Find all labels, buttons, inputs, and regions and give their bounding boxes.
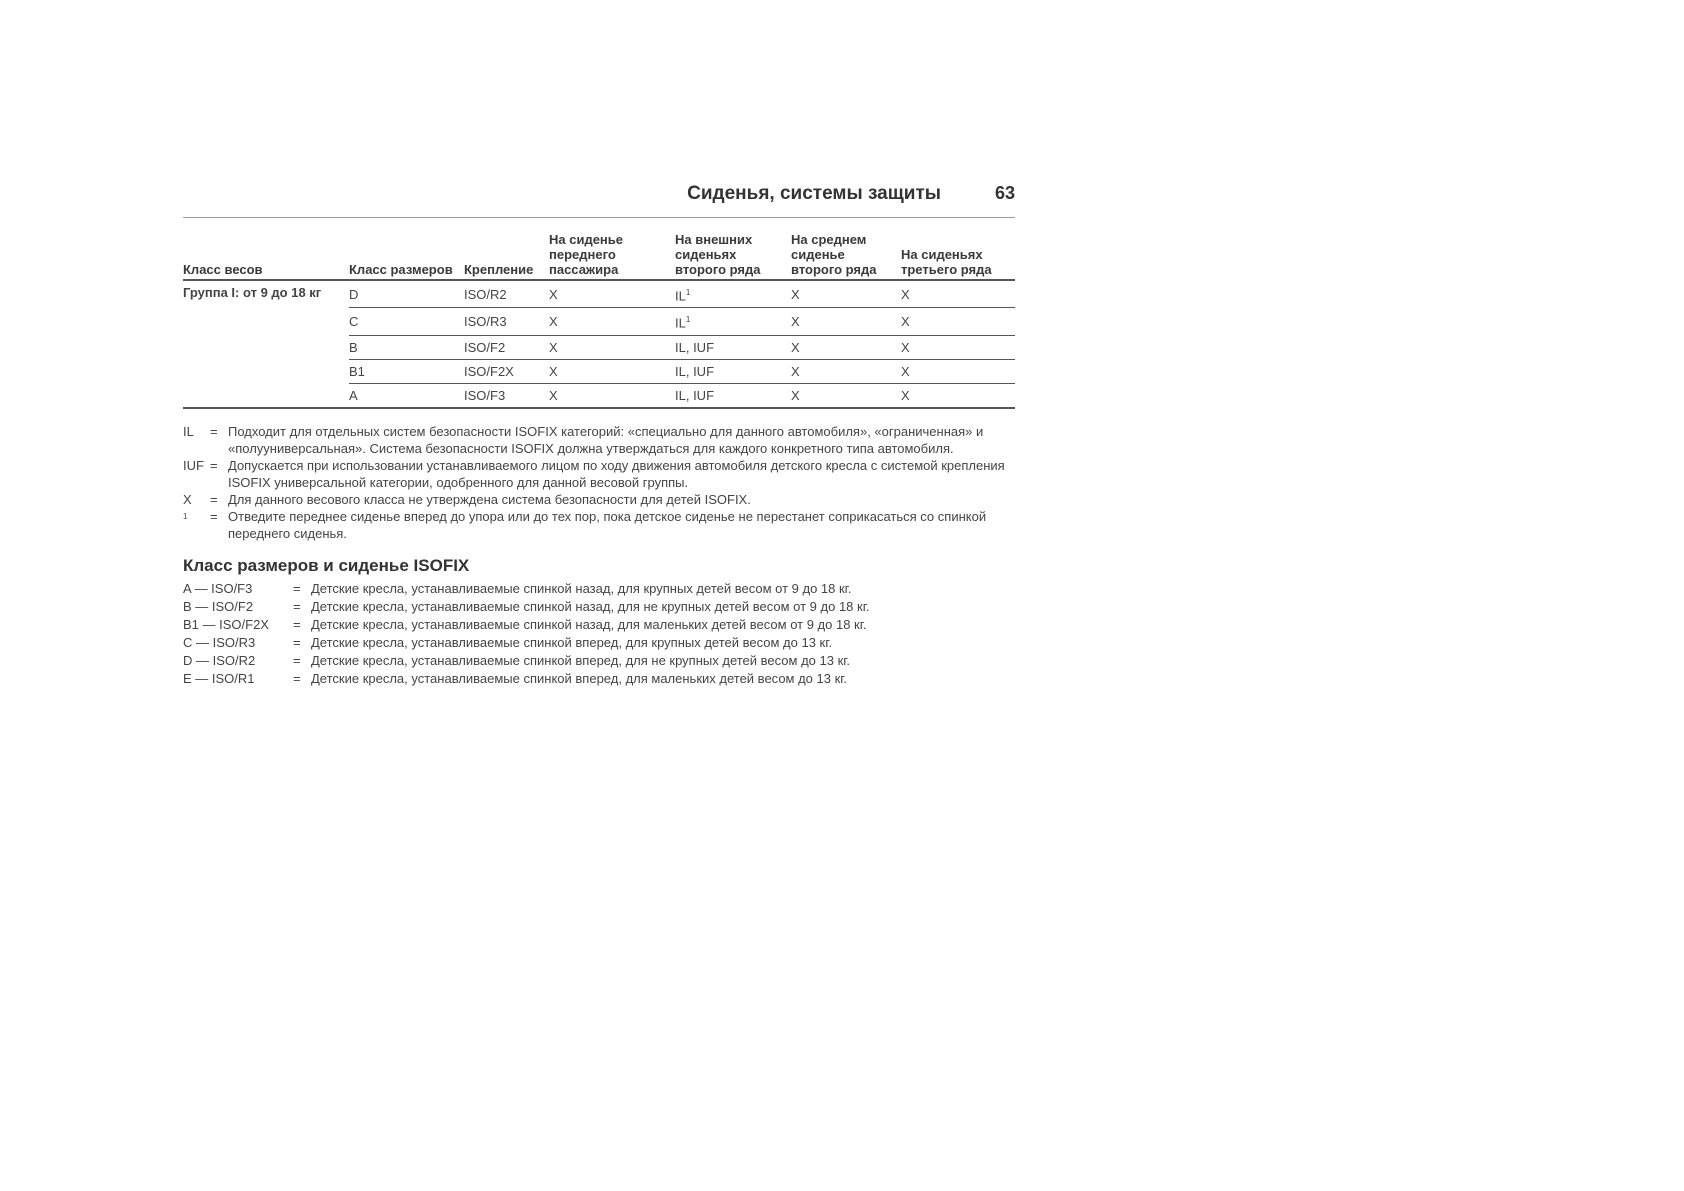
size-equals: = [293, 580, 301, 596]
front-passenger-cell: X [549, 383, 675, 408]
section-heading: Класс размеров и сиденье ISOFIX [183, 555, 470, 575]
page-content [183, 183, 1015, 688]
mount-cell: ISO/F3 [464, 383, 549, 408]
table-row [183, 383, 1015, 408]
size-class-cell: B1 [349, 359, 464, 383]
size-class-list [183, 580, 1015, 688]
mount-cell: ISO/R3 [464, 308, 549, 335]
running-header [183, 183, 1015, 218]
size-class-cell: D [349, 280, 464, 308]
column-header-mount: Крепление [464, 232, 549, 280]
table-row [183, 280, 1015, 308]
outer-second-row-value: IL [675, 288, 686, 304]
outer-second-row-value: IL, IUF [675, 339, 715, 355]
size-description: Детские кресла, устанавливаемые спинкой вперед, для крупных детей весом до 13 кг. [311, 634, 832, 650]
front-passenger-cell: X [549, 308, 675, 335]
size-code: A — ISO/F3 [183, 580, 253, 596]
middle-second-row-cell: X [791, 335, 901, 359]
list-item [183, 598, 1015, 616]
legend-item [183, 508, 1015, 542]
size-code: B1 — ISO/F2X [183, 616, 269, 632]
third-row-cell: X [901, 335, 1015, 359]
weight-group-cell: Группа I: от 9 до 18 кг [183, 285, 322, 300]
size-description: Детские кресла, устанавливаемые спинкой назад, для не крупных детей весом от 9 до 18 кг. [311, 598, 870, 614]
mount-cell: ISO/F2X [464, 359, 549, 383]
isofix-table [183, 232, 1015, 409]
list-item [183, 652, 1015, 670]
legend-definition: Отведите переднее сиденье вперед до упора или до тех пор, пока детское сиденье не перестанет соприкасаться со спинкой переднего сиденья. [228, 508, 987, 541]
size-description: Детские кресла, устанавливаемые спинкой вперед, для маленьких детей весом до 13 кг. [311, 670, 848, 686]
outer-second-row-value: IL, IUF [675, 387, 715, 403]
legend-equals: = [210, 508, 218, 524]
outer-second-row-cell [675, 308, 791, 335]
outer-second-row-value: IL [675, 315, 686, 331]
third-row-cell: X [901, 308, 1015, 335]
footnote-mark: 1 [685, 288, 691, 297]
legend-abbr: IL [183, 423, 194, 439]
list-item [183, 634, 1015, 652]
legend-definition: Подходит для отдельных систем безопасности ISOFIX категорий: «специально для данного автомобиля», «ограниченная» и «полууниверсальная». Система безопасности ISOFIX должна утверждаться для каждого конкретного типа автомобиля. [228, 423, 984, 456]
legend-definition: Допускается при использовании устанавливаемого лицом по ходу движения автомобиля детского кресла с системой крепления ISOFIX универсальной категории, одобренного для данной весовой группы. [228, 457, 1005, 490]
size-class-cell: C [349, 308, 464, 335]
size-description: Детские кресла, устанавливаемые спинкой вперед, для не крупных детей весом до 13 кг. [311, 652, 851, 668]
legend-item [183, 457, 1015, 491]
legend-abbr: IUF [183, 457, 204, 473]
column-header-outer-second-row: На внешних сиденьях второго ряда [675, 232, 791, 280]
table-header-row [183, 232, 1015, 280]
front-passenger-cell: X [549, 335, 675, 359]
page-number: 63 [994, 183, 1015, 203]
middle-second-row-cell: X [791, 308, 901, 335]
legend-equals: = [210, 423, 218, 439]
mount-cell: ISO/R2 [464, 280, 549, 308]
size-equals: = [293, 598, 301, 614]
outer-second-row-value: IL, IUF [675, 363, 715, 379]
column-header-middle-second-row: На среднем сиденье второго ряда [791, 232, 901, 280]
size-class-cell: B [349, 335, 464, 359]
size-code: C — ISO/R3 [183, 634, 256, 650]
third-row-cell: X [901, 383, 1015, 408]
size-equals: = [293, 652, 301, 668]
size-code: B — ISO/F2 [183, 598, 254, 614]
mount-cell: ISO/F2 [464, 335, 549, 359]
legend-footnote-mark: 1 [183, 511, 188, 521]
legend-equals: = [210, 457, 218, 473]
legend-item [183, 491, 1015, 508]
front-passenger-cell: X [549, 280, 675, 308]
weight-group-spacer [183, 383, 349, 408]
column-header-size-class: Класс размеров [349, 232, 464, 280]
third-row-cell: X [901, 280, 1015, 308]
front-passenger-cell: X [549, 359, 675, 383]
size-equals: = [293, 670, 301, 686]
size-class-cell: A [349, 383, 464, 408]
size-equals: = [293, 616, 301, 632]
size-description: Детские кресла, устанавливаемые спинкой назад, для маленьких детей весом от 9 до 18 кг. [311, 616, 867, 632]
size-description: Детские кресла, устанавливаемые спинкой назад, для крупных детей весом от 9 до 18 кг. [311, 580, 852, 596]
section-title: Сиденья, системы защиты [687, 183, 941, 204]
list-item [183, 580, 1015, 598]
size-code: D — ISO/R2 [183, 652, 256, 668]
column-header-weight-class: Класс весов [183, 232, 349, 280]
middle-second-row-cell: X [791, 280, 901, 308]
list-item [183, 616, 1015, 634]
outer-second-row-cell [675, 383, 791, 408]
legend-item [183, 423, 1015, 457]
outer-second-row-cell [675, 335, 791, 359]
third-row-cell: X [901, 359, 1015, 383]
middle-second-row-cell: X [791, 359, 901, 383]
legend-abbr: X [183, 491, 192, 507]
list-item [183, 670, 1015, 688]
footnote-mark: 1 [685, 315, 691, 325]
legend-equals: = [210, 491, 218, 507]
outer-second-row-cell [675, 359, 791, 383]
size-equals: = [293, 634, 301, 650]
legend-definition: Для данного весового класса не утверждена система безопасности для детей ISOFIX. [228, 491, 751, 507]
column-header-third-row: На сиденьях третьего ряда [901, 232, 1015, 280]
legend [183, 423, 1015, 542]
column-header-front-passenger: На сиденье переднего пассажира [549, 232, 675, 280]
outer-second-row-cell [675, 280, 791, 308]
size-code: E — ISO/R1 [183, 670, 255, 686]
middle-second-row-cell: X [791, 383, 901, 408]
